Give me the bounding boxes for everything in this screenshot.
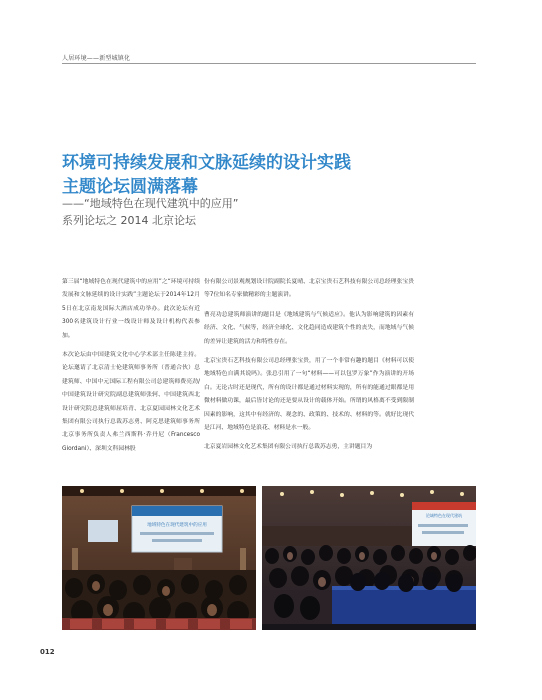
paragraph: 第三届“地域特色在现代建筑中的应用”之“环境可持续发展和文脉延续的设计实践”主题论坛于2014年12月5日在北京南龙国际大酒店成功举办。此次论坛有近300名建筑设计行业一线设计师及设计机构代表参加。 (62, 279, 200, 339)
paragraph: 北京宝贵石艺科技有限公司总经理张宝贵，用了一个非常有趣的题目《材料可以使地域特色自满其说吗》。张总引用了一句“材料——可以包罗万象”作为演讲的开场白。无论古时还是现代，所有的设计都是通过材料实现的，所有的能通过眼都是用微材料做功课，最后皆讨论的还是要从设计的载体开始。所谓的风格离不受到限制因素的影响，这其中有经济的、观念的、政策的、技术的、材料的等。就好比现代是江河、地域特色是浪花、材料是水一般。 (204, 358, 414, 432)
body-column-right (204, 276, 414, 461)
forum-stage-photo (62, 486, 256, 630)
running-header (62, 53, 476, 65)
paragraph: 份有限公司景观规划设计院副院长夏晴、北京宝贵石艺科技有限公司总经理张宝贵等7位知名专家做精彩的主题演讲。 (204, 279, 414, 299)
paragraph: 北京夏岩园林文化艺术集团有限公司执行总裁苏志勇，主讲题目为 (204, 444, 373, 451)
forum-audience-photo (262, 486, 476, 630)
page-number: 012 (40, 648, 55, 656)
article-title-line1: 环境可持续发展和文脉延续的设计实践 (62, 153, 351, 173)
stage-banner-text: 地域特色在现代建筑中的应用 (147, 523, 207, 528)
section-label: 人居环境——新型城镇化 (62, 55, 131, 62)
article-subtitle-line1: ——“地域特色在现代建筑中的应用” (62, 197, 239, 210)
article-subtitle-line2: 系列论坛之 2014 北京论坛 (62, 214, 196, 227)
body-column-left (62, 276, 200, 462)
hall-banner-text: 论域特色在现代建筑 (426, 513, 462, 518)
article-title-line2: 主题论坛圆满落幕 (62, 177, 198, 197)
paragraph: 本次论坛由中国建筑文化中心学术部主任陈建主持。论坛邀请了北京清士伦建筑师事务所（普通合伙）总建筑师、中国中元国际工程有限公司总建筑师费亮劲/中国建筑设计研究院副总建筑师张轲、中国建筑西北设计研究院总建筑师屈培青、北京夏园园林文化艺术集团有限公司执行总裁苏志勇、阿克思建筑师事务所北京事务所负责人弗兰西斯科·乔丹尼（Francesco Giordani）、深圳文科园林股 (62, 352, 200, 452)
paragraph: 曹亮功总建筑师演讲的题目是《地域建筑与气候适应》。他认为影响建筑的因素有经济、文化、气候等，经济全球化、文化趋同造成建筑个性的丧失，而地域与气候的差异让建筑的活力和特性存在。 (204, 311, 414, 345)
header-rule (62, 63, 476, 64)
